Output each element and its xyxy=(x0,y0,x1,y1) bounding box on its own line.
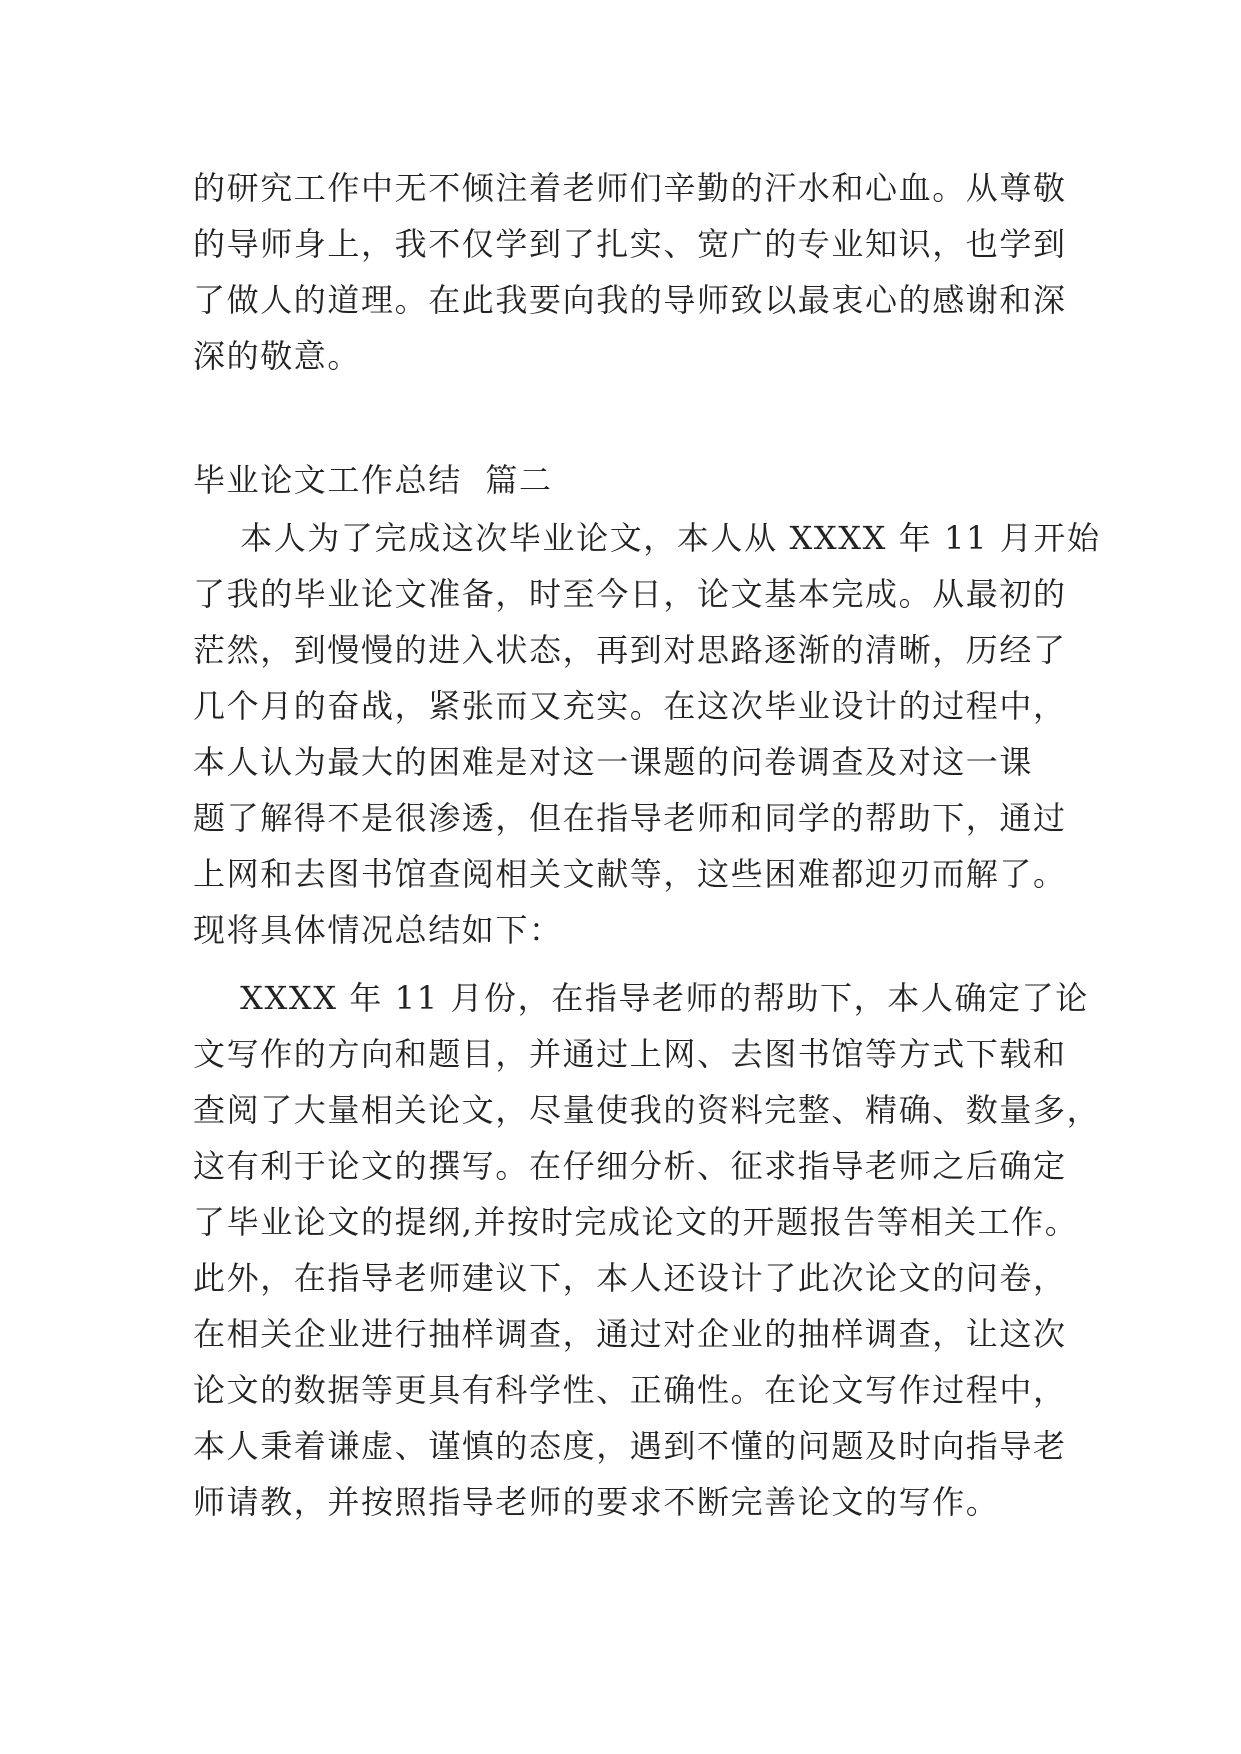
text-line: 查阅了大量相关论文，尽量使我的资料完整、精确、数量多， xyxy=(193,1091,1101,1129)
text-line: 文写作的方向和题目，并通过上网、去图书馆等方式下载和 xyxy=(193,1035,1067,1073)
text-line: 现将具体情况总结如下： xyxy=(193,911,563,949)
text-line: 此外，在指导老师建议下，本人还设计了此次论文的问卷， xyxy=(193,1259,1067,1297)
top-paragraph xyxy=(193,160,1073,384)
text-line: XXXX 年 11 月份，在指导老师的帮助下，本人确定了论 xyxy=(193,979,1089,1017)
text-line: 了毕业论文的提纲,并按时完成论文的开题报告等相关工作。 xyxy=(193,1203,1079,1241)
text-line: 师请教，并按照指导老师的要求不断完善论文的写作。 xyxy=(193,1483,1000,1521)
paragraph-two xyxy=(193,970,1101,1530)
text-line: 了我的毕业论文准备，时至今日，论文基本完成。从最初的 xyxy=(193,575,1067,613)
text-line: 了做人的道理。在此我要向我的导师致以最衷心的感谢和深 xyxy=(193,281,1067,319)
text-line: 题了解得不是很渗透，但在指导老师和同学的帮助下，通过 xyxy=(193,799,1067,837)
text-line: 的研究工作中无不倾注着老师们辛勤的汗水和心血。从尊敬 xyxy=(193,169,1067,207)
text-line: 本人秉着谦虚、谨慎的态度，遇到不懂的问题及时向指导老 xyxy=(193,1427,1067,1465)
text-line: 深的敬意。 xyxy=(193,337,362,375)
section-heading: 毕业论文工作总结 篇二 xyxy=(193,461,553,499)
text-line: 本人认为最大的困难是对这一课题的问卷调查及对这一课 xyxy=(193,743,1034,781)
text-line: 在相关企业进行抽样调查，通过对企业的抽样调查，让这次 xyxy=(193,1315,1067,1353)
text-line: 几个月的奋战，紧张而又充实。在这次毕业设计的过程中， xyxy=(193,687,1067,725)
text-line: 本人为了完成这次毕业论文，本人从 XXXX 年 11 月开始 xyxy=(193,519,1101,557)
section-heading-block xyxy=(193,452,1073,508)
text-line: 上网和去图书馆查阅相关文献等，这些困难都迎刃而解了。 xyxy=(193,855,1067,893)
text-line: 茫然，到慢慢的进入状态，再到对思路逐渐的清晰，历经了 xyxy=(193,631,1067,669)
paragraph-one xyxy=(193,510,1101,958)
text-line: 的导师身上，我不仅学到了扎实、宽广的专业知识，也学到 xyxy=(193,225,1067,263)
text-line: 这有利于论文的撰写。在仔细分析、征求指导老师之后确定 xyxy=(193,1147,1067,1185)
text-line: 论文的数据等更具有科学性、正确性。在论文写作过程中， xyxy=(193,1371,1067,1409)
